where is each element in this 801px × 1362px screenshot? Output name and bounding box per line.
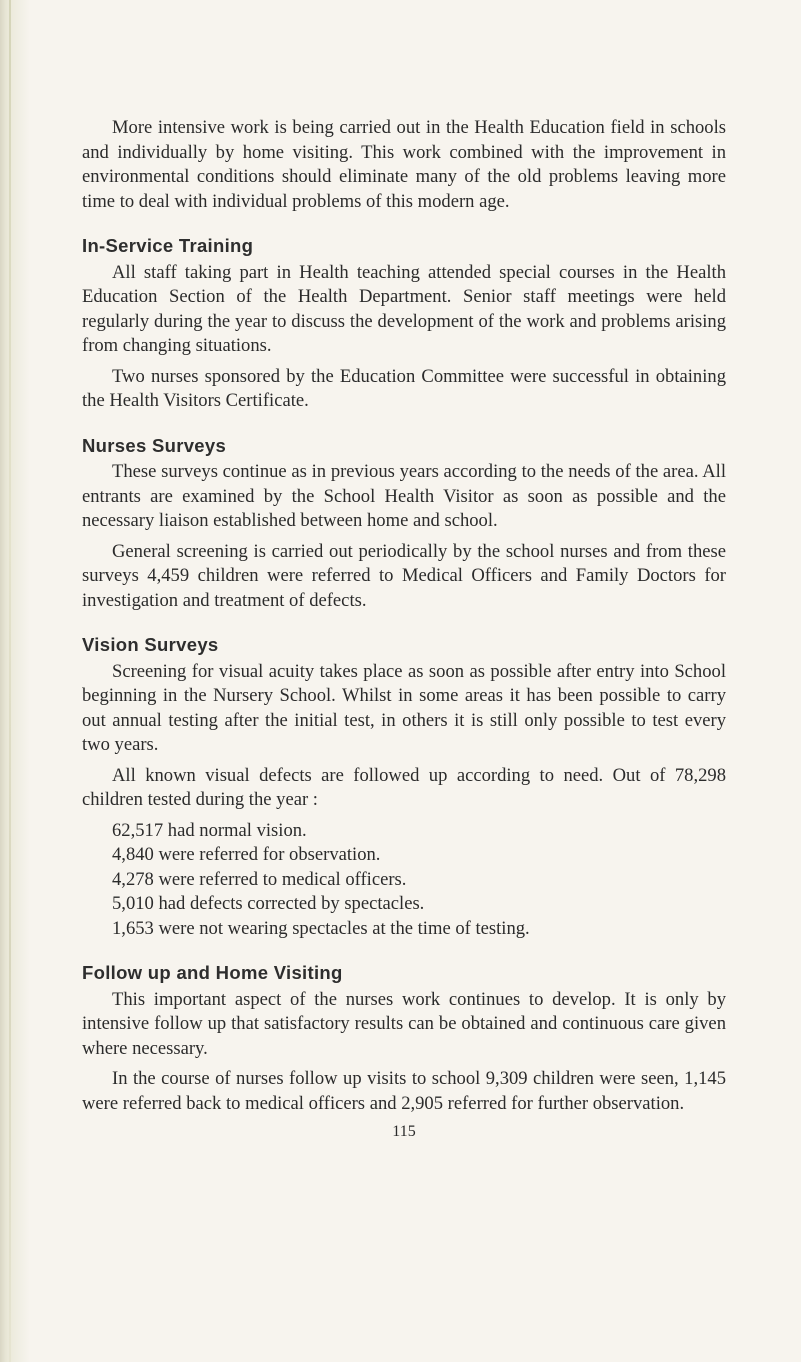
paragraph: All staff taking part in Health teaching attended special courses in the Health Education Section of the Health Department. Senior staff meetings were held regularly during the year to discuss the development of the work and problems arising from changing situations. [82,261,726,356]
paragraph: Two nurses sponsored by the Education Committee were successful in obtaining the Health Visitors Certificate. [82,365,726,411]
list-item: 1,653 were not wearing spectacles at the time of testing. [112,917,530,939]
list-item: 4,840 were referred for observation. [112,844,381,865]
page-number: 115 [392,1123,416,1140]
paragraph: These surveys continue as in previous years according to the needs of the area. All entrants are examined by the School Health Visitor as soon as possible and the necessary liaison established between home and school. [82,461,726,531]
page-edge [0,0,30,1362]
vision-results-list [82,819,726,942]
binding-line [9,0,11,1362]
heading-vision-surveys: Vision Surveys [82,634,219,655]
paragraph: In the course of nurses follow up visits to school 9,309 children were seen, 1,145 were referred back to medical officers and 2,905 referred for further observation. [82,1068,726,1114]
heading-nurses-surveys: Nurses Surveys [82,434,227,456]
paragraph: General screening is carried out periodically by the school nurses and from these surveys 4,459 children were referred to Medical Officers and Family Doctors for investigation and treatment of defects. [82,540,726,611]
list-item: 4,278 were referred to medical officers. [112,868,407,890]
paragraph: All known visual defects are followed up according to need. Out of 78,298 children tested during the year : [82,764,726,810]
paragraph: This important aspect of the nurses work continues to develop. It is only by intensive follow up that satisfactory results can be obtained and continuous care given where necessary. [82,988,726,1059]
heading-follow-up: Follow up and Home Visiting [82,962,343,983]
list-item: 62,517 had normal vision. [112,819,307,841]
heading-in-service-training: In-Service Training [82,235,254,256]
document-page [82,116,726,1145]
intro-paragraph: More intensive work is being carried out in the Health Education field in schools and individually by home visiting. This work combined with the improvement in environmental conditions should eliminate many of the old problems leaving more time to deal with individual problems of this modern age. [82,117,726,212]
paragraph: Screening for visual acuity takes place as soon as possible after entry into School beginning in the Nursery School. Whilst in some areas it has been possible to carry out annual testing after the initial test, in others it is still only possible to test every two years. [82,660,726,755]
list-item: 5,010 had defects corrected by spectacles. [112,893,425,914]
